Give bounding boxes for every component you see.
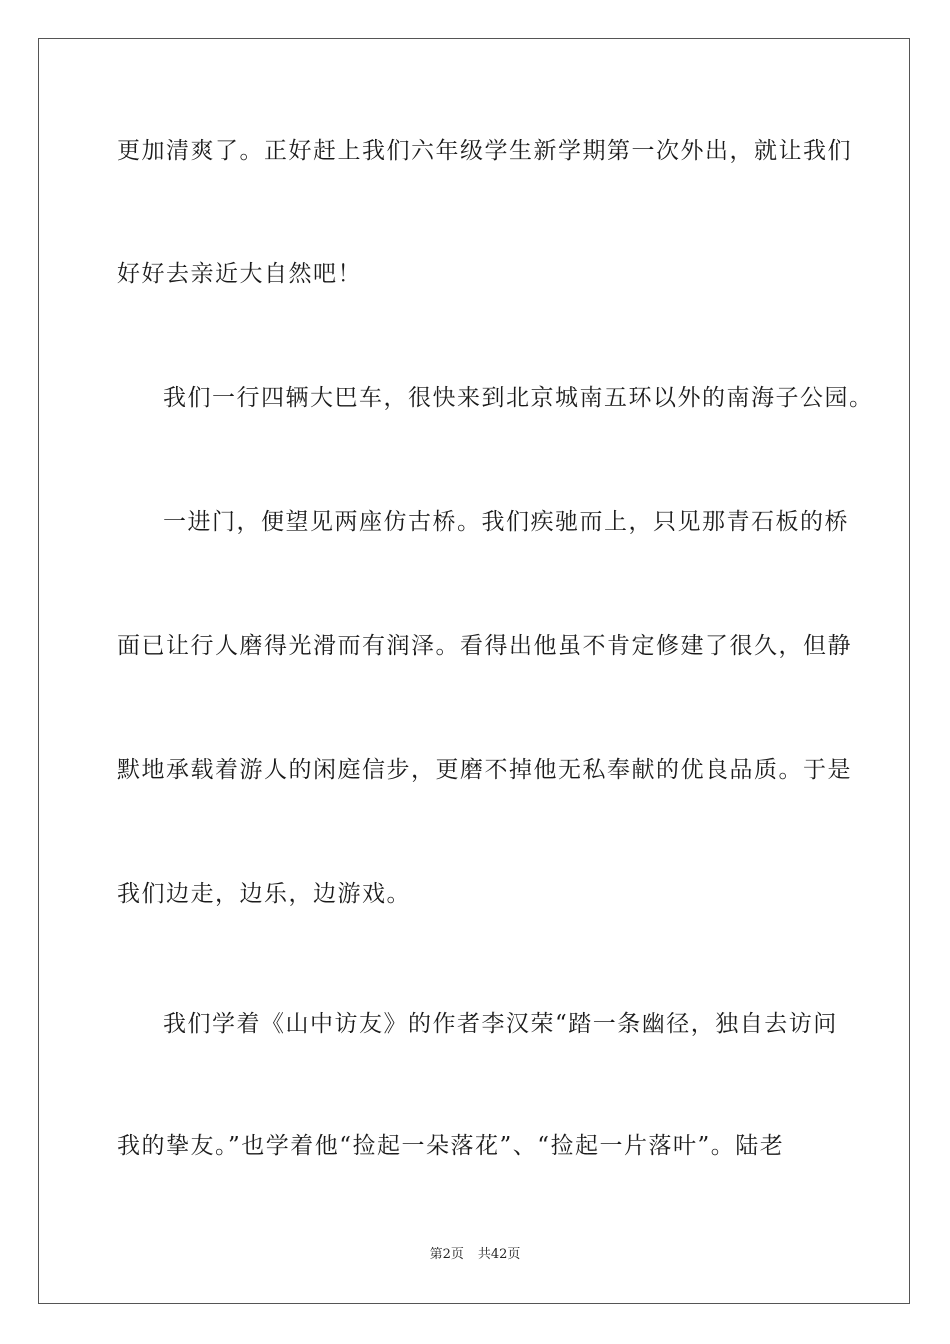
text-line-3: 我们一行四辆大巴车，很快来到北京城南五环以外的南海子公园。 (163, 385, 874, 411)
page-total: 共42页 (477, 1247, 521, 1262)
text-line-1: 更加清爽了。正好赶上我们六年级学生新学期第一次外出，就让我们 (117, 138, 852, 164)
page-footer (0, 1246, 950, 1264)
text-line-7: 我们边走，边乐，边游戏。 (117, 881, 411, 907)
text-line-4: 一进门，便望见两座仿古桥。我们疾驰而上，只见那青石板的桥 (163, 509, 849, 535)
text-line-5: 面已让行人磨得光滑而有润泽。看得出他虽不肯定修建了很久，但静 (117, 633, 852, 659)
text-line-6: 默地承载着游人的闲庭信步，更磨不掉他无私奉献的优良品质。于是 (117, 757, 852, 783)
page-border (38, 38, 910, 1304)
text-line-2: 好好去亲近大自然吧！ (117, 261, 362, 287)
text-line-8: 我们学着《山中访友》的作者李汉荣“踏一条幽径，独自去访问 (163, 1011, 838, 1037)
text-line-9: 我的挚友。”也学着他“捡起一朵落花”、“捡起一片落叶”。陆老 (117, 1133, 785, 1159)
page-number: 第2页 (429, 1247, 464, 1262)
